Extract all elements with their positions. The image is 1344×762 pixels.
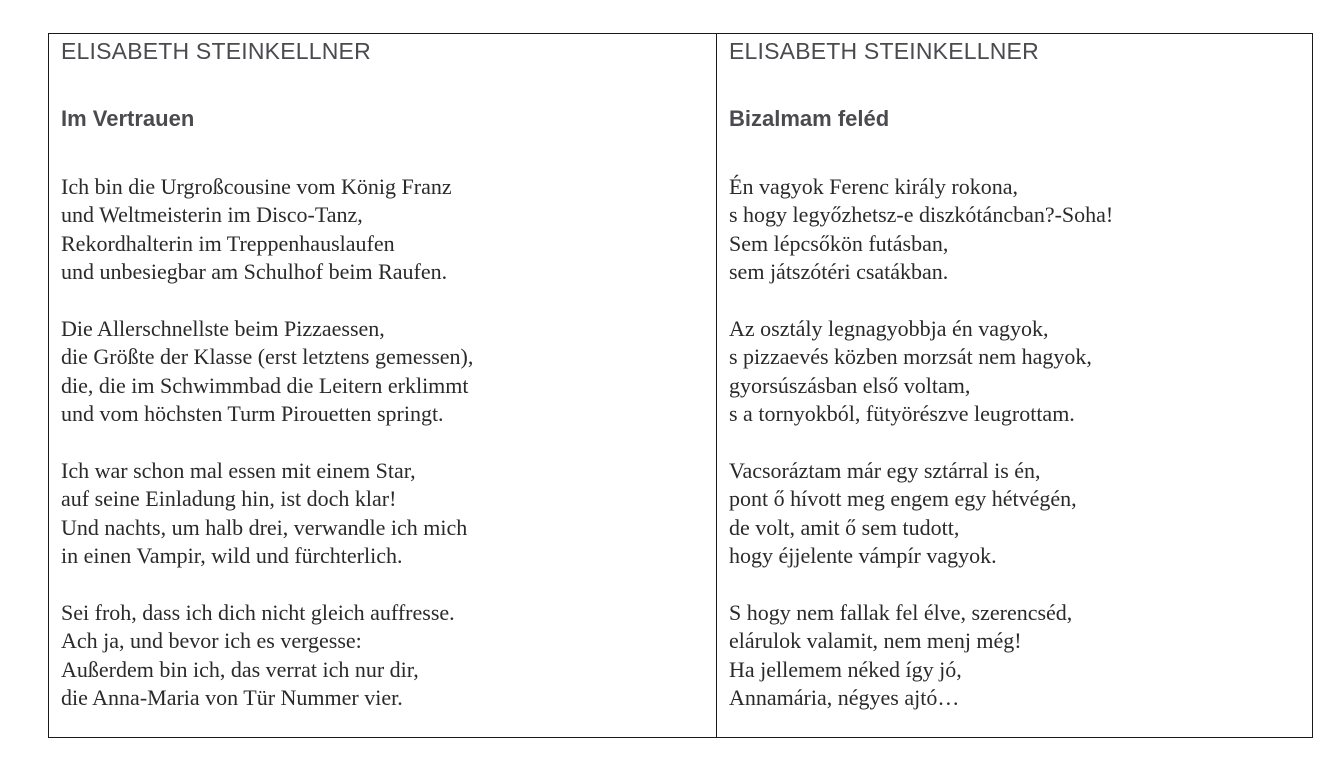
stanza <box>61 457 716 571</box>
verse-line: und Weltmeisterin im Disco-Tanz, <box>61 202 363 228</box>
verse-line: gyorsúszásban első voltam, <box>729 372 971 398</box>
verse-line: s pizzaevés közben morzsát nem hagyok, <box>729 344 1092 370</box>
verse-line: Sem lépcsőkön futásban, <box>729 230 949 256</box>
verse-line: Außerdem bin ich, das verrat ich nur dir, <box>61 656 419 682</box>
verse-line: Annamária, négyes ajtó… <box>729 685 960 711</box>
author-name: ELISABETH STEINKELLNER <box>61 38 371 64</box>
stanza <box>729 457 1312 571</box>
poem-title: Bizalmam feléd <box>729 106 890 131</box>
stanza <box>61 173 716 287</box>
stanza <box>729 315 1312 429</box>
stanza <box>61 315 716 429</box>
verse-line: pont ő hívott meg engem egy hétvégén, <box>729 486 1077 512</box>
poem-translation-table <box>48 33 1313 738</box>
verse-line: Én vagyok Ferenc király rokona, <box>729 174 1018 199</box>
verse-line: Die Allerschnellste beim Pizzaessen, <box>61 315 385 341</box>
verse-line: s hogy legyőzhetsz-e diszkótáncban?-Soha! <box>729 202 1114 228</box>
verse-line: die Anna-Maria von Tür Nummer vier. <box>61 685 403 711</box>
verse-line: und vom höchsten Turm Pirouetten springt. <box>61 401 444 427</box>
german-column <box>49 34 717 737</box>
verse-line: in einen Vampir, wild und fürchterlich. <box>61 543 403 569</box>
verse-line: sem játszótéri csatákban. <box>729 259 949 285</box>
verse-line: Az osztály legnagyobbja én vagyok, <box>729 315 1049 341</box>
verse-line: Rekordhalterin im Treppenhauslaufen <box>61 230 395 256</box>
verse-line: Ich bin die Urgroßcousine vom König Franz <box>61 174 452 199</box>
stanza <box>729 599 1312 713</box>
verse-line: die, die im Schwimmbad die Leitern erklimmt <box>61 372 469 398</box>
verse-line: elárulok valamit, nem menj még! <box>729 628 1022 654</box>
verse-line: S hogy nem fallak fel élve, szerencséd, <box>729 599 1073 625</box>
verse-line: Vacsoráztam már egy sztárral is én, <box>729 457 1041 483</box>
verse-line: die Größte der Klasse (erst letztens gemessen), <box>61 344 474 370</box>
verse-line: de volt, amit ő sem tudott, <box>729 514 960 540</box>
verse-line: und unbesiegbar am Schulhof beim Raufen. <box>61 259 448 285</box>
stanza <box>61 599 716 713</box>
stanza <box>729 173 1312 287</box>
verse-line: s a tornyokból, fütyörészve leugrottam. <box>729 401 1075 427</box>
verse-line: Ha jellemem néked így jó, <box>729 656 962 682</box>
verse-line: Sei froh, dass ich dich nicht gleich auffresse. <box>61 599 455 625</box>
verse-line: Ach ja, und bevor ich es vergesse: <box>61 628 362 654</box>
hungarian-column <box>717 34 1312 737</box>
verse-line: Und nachts, um halb drei, verwandle ich mich <box>61 514 468 540</box>
author-name: ELISABETH STEINKELLNER <box>729 38 1039 64</box>
verse-line: auf seine Einladung hin, ist doch klar! <box>61 486 397 512</box>
verse-line: Ich war schon mal essen mit einem Star, <box>61 457 416 483</box>
poem-title: Im Vertrauen <box>61 106 195 131</box>
verse-line: hogy éjjelente vámpír vagyok. <box>729 543 997 569</box>
